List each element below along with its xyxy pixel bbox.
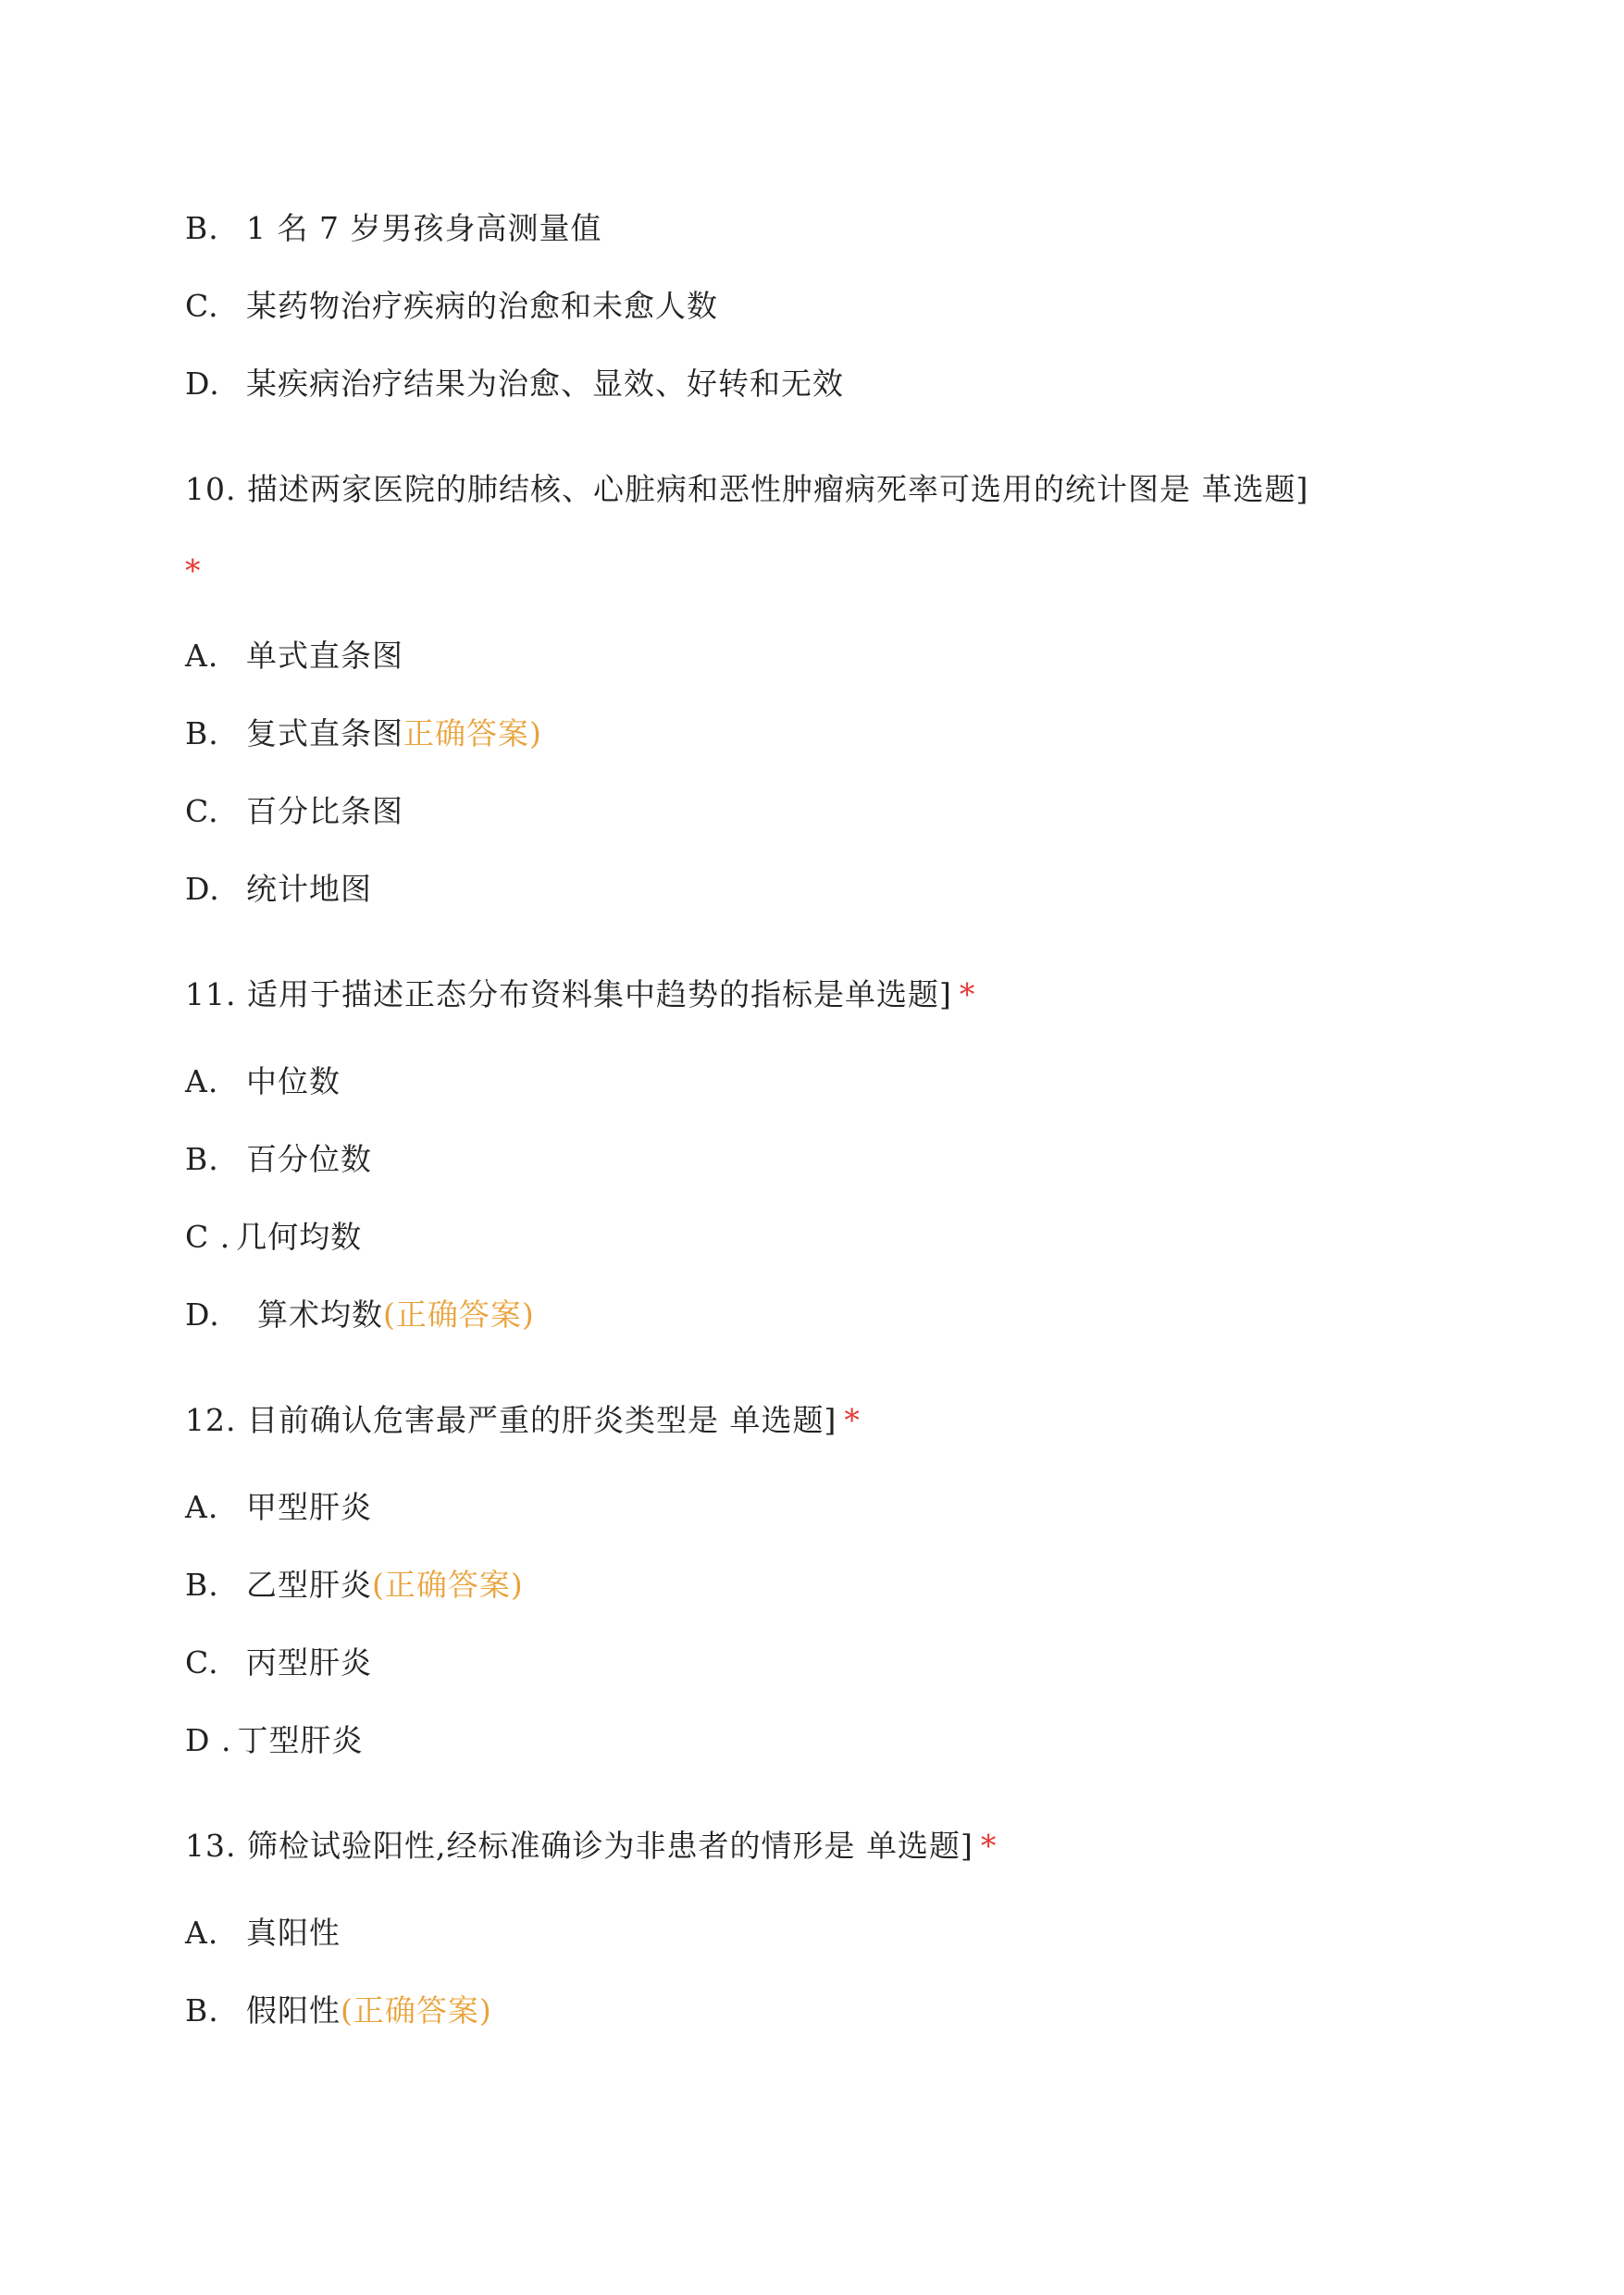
question-text: 10. 描述两家医院的肺结核、心脏病和恶性肿瘤病死率可选用的统计图是 革选题] bbox=[185, 471, 1309, 507]
option-letter: A. bbox=[185, 1489, 219, 1525]
option-text: 算术均数 bbox=[257, 1296, 383, 1333]
option-letter: B. bbox=[185, 1992, 219, 2028]
option-text: 丁型肝炎 bbox=[237, 1722, 364, 1758]
q13-option-b bbox=[185, 1991, 492, 2030]
q11-question bbox=[185, 975, 975, 1014]
q9-option-d bbox=[185, 365, 844, 403]
correct-answer-tag: (正确答案) bbox=[341, 1992, 492, 2028]
option-letter: D. bbox=[185, 1296, 220, 1333]
option-letter: B. bbox=[185, 1141, 219, 1177]
option-text: 中位数 bbox=[246, 1063, 341, 1099]
option-letter: D . bbox=[185, 1722, 232, 1758]
q10-required-line bbox=[185, 552, 202, 590]
option-letter: D. bbox=[185, 871, 220, 907]
option-text: 某疾病治疗结果为治愈、显效、好转和无效 bbox=[246, 366, 844, 402]
option-text: 百分位数 bbox=[246, 1141, 372, 1177]
option-text: 几何均数 bbox=[236, 1219, 363, 1255]
option-letter: D. bbox=[185, 366, 220, 402]
option-text: 1 名 7 岁男孩身高测量值 bbox=[246, 210, 602, 246]
option-text: 复式直条图 bbox=[246, 715, 403, 751]
correct-answer-tag: 正确答案) bbox=[403, 715, 542, 751]
q10-option-d bbox=[185, 870, 372, 909]
option-text: 甲型肝炎 bbox=[246, 1489, 372, 1525]
q9-option-b bbox=[185, 209, 601, 248]
q10-question bbox=[185, 470, 1308, 509]
option-letter: C. bbox=[185, 793, 219, 829]
option-text: 假阳性 bbox=[246, 1992, 341, 2028]
q9-option-c bbox=[185, 287, 718, 326]
q10-option-c bbox=[185, 792, 403, 831]
required-asterisk: * bbox=[980, 1828, 998, 1864]
q11-option-c bbox=[185, 1218, 362, 1257]
option-letter: A. bbox=[185, 1915, 219, 1951]
option-text: 某药物治疗疾病的治愈和未愈人数 bbox=[246, 288, 718, 324]
q13-question bbox=[185, 1827, 997, 1866]
option-letter: A. bbox=[185, 638, 219, 674]
option-letter: B. bbox=[185, 715, 219, 751]
q12-question bbox=[185, 1401, 861, 1440]
required-asterisk: * bbox=[844, 1402, 861, 1438]
question-text: 12. 目前确认危害最严重的肝炎类型是 单选题] bbox=[185, 1402, 837, 1438]
question-text: 11. 适用于描述正态分布资料集中趋势的指标是单选题] bbox=[185, 976, 952, 1012]
option-letter: A. bbox=[185, 1063, 219, 1099]
option-text: 统计地图 bbox=[246, 871, 372, 907]
option-text: 单式直条图 bbox=[246, 638, 403, 674]
q12-option-d bbox=[185, 1721, 363, 1760]
correct-answer-tag: (正确答案) bbox=[383, 1296, 535, 1333]
option-letter: B. bbox=[185, 210, 219, 246]
option-letter: C. bbox=[185, 1644, 219, 1681]
correct-answer-tag: (正确答案) bbox=[372, 1567, 524, 1603]
q13-option-a bbox=[185, 1914, 341, 1953]
q12-option-b bbox=[185, 1566, 524, 1605]
option-letter: B. bbox=[185, 1567, 219, 1603]
q12-option-c bbox=[185, 1644, 372, 1682]
q10-option-b bbox=[185, 714, 542, 753]
q11-option-d bbox=[185, 1296, 535, 1334]
q12-option-a bbox=[185, 1488, 372, 1527]
required-asterisk: * bbox=[959, 976, 976, 1012]
option-text: 百分比条图 bbox=[246, 793, 403, 829]
question-text: 13. 筛检试验阳性,经标准确诊为非患者的情形是 单选题] bbox=[185, 1828, 973, 1864]
option-text: 乙型肝炎 bbox=[246, 1567, 372, 1603]
q10-option-a bbox=[185, 637, 403, 676]
option-text: 丙型肝炎 bbox=[246, 1644, 372, 1681]
option-letter: C. bbox=[185, 288, 219, 324]
option-text: 真阳性 bbox=[246, 1915, 341, 1951]
q11-option-b bbox=[185, 1140, 372, 1179]
option-letter: C . bbox=[185, 1219, 231, 1255]
required-asterisk: * bbox=[185, 552, 202, 589]
q11-option-a bbox=[185, 1062, 341, 1101]
